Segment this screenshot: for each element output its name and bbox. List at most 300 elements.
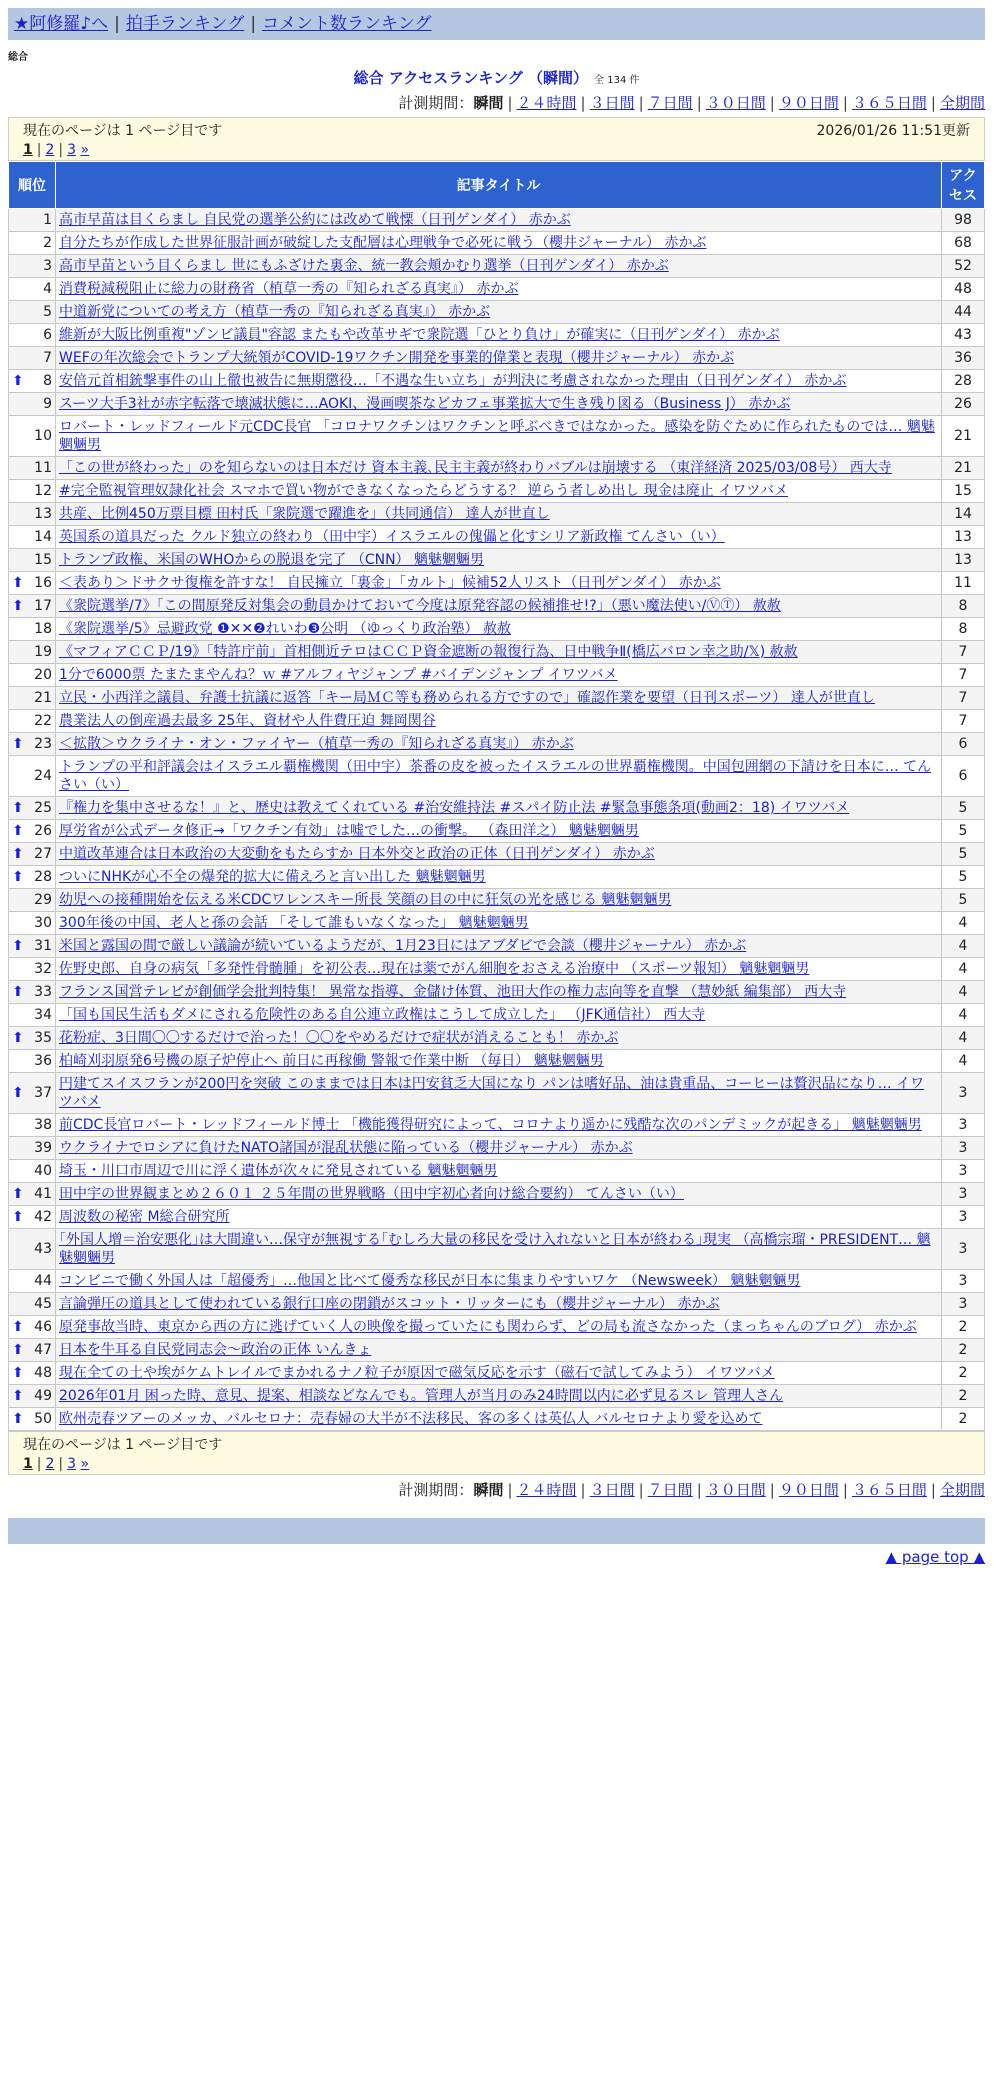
rank-number: 23 [34, 736, 52, 752]
rank-cell [9, 889, 56, 912]
rank-number: 28 [34, 869, 52, 885]
rank-up-icon: ⬆ [12, 846, 24, 862]
title-cell [56, 843, 942, 866]
access-count: 15 [942, 480, 985, 503]
page-separator: | [58, 1456, 64, 1472]
title-cell [56, 255, 942, 278]
article-link[interactable]: スーツ大手3社が赤字転落で壊滅状態に…AOKI、漫画喫茶などカフェ事業拡大で生き残り図る（Business J） 赤かぶ [59, 396, 791, 412]
period-link[interactable]: ７日間 [647, 94, 693, 112]
period-link[interactable]: ３６５日間 [851, 94, 927, 112]
rank-cell [9, 1362, 56, 1385]
article-link[interactable]: 幼児への接種開始を伝える米CDCワレンスキー所長 笑顔の目の中に狂気の光を感じる 魑魅魍魎男 [59, 892, 672, 908]
rank-number: 33 [34, 984, 52, 1000]
rank-number: 21 [34, 690, 52, 706]
rank-number: 6 [43, 327, 52, 343]
title-cell [56, 301, 942, 324]
article-link[interactable]: トランプの平和評議会はイスラエル覇権機関（田中宇）茶番の皮を被ったイスラエルの世界覇権機関。中国包囲網の下請けを日本に… てんさい（い） [59, 759, 932, 793]
access-count: 6 [942, 756, 985, 797]
period-link[interactable]: ３日間 [589, 94, 635, 112]
access-count: 2 [942, 1316, 985, 1339]
rank-cell [9, 416, 56, 457]
access-count: 6 [942, 733, 985, 756]
title-cell [56, 1050, 942, 1073]
table-row [9, 710, 985, 733]
period-separator: | [638, 1481, 644, 1499]
rank-number: 39 [34, 1140, 52, 1156]
access-count: 28 [942, 370, 985, 393]
title-cell [56, 820, 942, 843]
title-cell [56, 1160, 942, 1183]
access-count: 13 [942, 549, 985, 572]
rank-cell [9, 301, 56, 324]
article-link[interactable]: 《マフィアＣＣＰ/19》「特許庁前」首相側近テロはＣＣＰ資金遮断の報復行為、日中戦争Ⅱ(橋広バロン幸之助/𝕏) 赦赦 [59, 644, 798, 660]
article-link[interactable]: 現在全ての土や埃がケムトレイルでまかれるナノ粒子が原因で磁気反応を示す（磁石で試してみよう） イワツバメ [59, 1365, 775, 1381]
pagination-bottom [23, 1456, 970, 1472]
title-cell [56, 232, 942, 255]
comment-ranking-link[interactable]: コメント数ランキング [262, 14, 432, 34]
rank-cell [9, 1229, 56, 1270]
rank-number: 15 [34, 552, 52, 568]
rank-up-icon: ⬆ [12, 1030, 24, 1046]
access-count: 3 [942, 1293, 985, 1316]
title-cell [56, 595, 942, 618]
page-status: 現在のページは 1 ページ目です [23, 123, 223, 139]
rank-cell [9, 1050, 56, 1073]
rank-number: 47 [34, 1342, 52, 1358]
rank-cell [9, 618, 56, 641]
access-count: 2 [942, 1339, 985, 1362]
page-link[interactable]: 2 [45, 1456, 55, 1472]
rank-number: 4 [43, 281, 52, 297]
table-row [9, 866, 985, 889]
article-link[interactable]: 田中宇の世界観まとめ２６０１ ２５年間の世界戦略（田中宇初心者向け総合要約） てんさい（い） [59, 1186, 684, 1202]
article-link[interactable]: 《衆院選挙/5》忌避政党 ❶✕✕❷れいわ❸公明 （ゆっくり政治塾） 赦赦 [59, 621, 511, 637]
access-count: 3 [942, 1206, 985, 1229]
table-row [9, 324, 985, 347]
article-link[interactable]: 埼玉・川口市周辺で川に浮く遺体が次々に発見されている 魑魅魍魎男 [59, 1163, 498, 1179]
rank-cell [9, 232, 56, 255]
table-row [9, 1027, 985, 1050]
rank-number: 46 [34, 1319, 52, 1335]
article-link[interactable]: ＜表あり＞ドサクサ復権を許すな！ 自民擁立「裏金」「カルト」候補52人リスト（日刊ゲンダイ） 赤かぶ [59, 575, 721, 591]
article-link[interactable]: 消費税減税阻止に総力の財務省（植草一秀の『知られざる真実』） 赤かぶ [59, 281, 519, 297]
table-row [9, 301, 985, 324]
title-cell [56, 958, 942, 981]
table-row [9, 958, 985, 981]
access-count: 48 [942, 278, 985, 301]
access-count: 8 [942, 595, 985, 618]
table-row [9, 393, 985, 416]
article-link[interactable]: 中道改革連合は日本政治の大変動をもたらすか 日本外交と政治の正体（日刊ゲンダイ） 赤かぶ [59, 846, 655, 862]
rank-cell [9, 347, 56, 370]
page-top-link[interactable]: ▲ page top ▲ [885, 1548, 985, 1566]
access-count: 4 [942, 958, 985, 981]
rank-number: 8 [43, 373, 52, 389]
article-link[interactable]: 米国と露国の間で厳しい議論が続いているようだが、1月23日にはアブダビで会談（櫻井ジャーナル） 赤かぶ [59, 938, 747, 954]
period-link[interactable]: ３０日間 [705, 94, 766, 112]
table-header-row [9, 162, 985, 209]
rank-number: 29 [34, 892, 52, 908]
access-count: 8 [942, 618, 985, 641]
article-link[interactable]: 立民・小西洋之議員、弁護士抗議に返答「キー局ＭＣ等も務められる方ですので」確認作業を要望（日刊スポーツ） 達人が世直し [59, 690, 875, 706]
period-separator: | [842, 1481, 848, 1499]
title-cell [56, 549, 942, 572]
rank-number: 31 [34, 938, 52, 954]
article-link[interactable]: 安倍元首相銃撃事件の山上徹也被告に無期懲役…「不遇な生い立ち」が判決に考慮されなかった理由（日刊ゲンダイ） 赤かぶ [59, 373, 847, 389]
page-link[interactable]: 3 [67, 142, 77, 158]
title-cell [56, 1385, 942, 1408]
rank-up-icon: ⬆ [12, 1319, 24, 1335]
period-selector-bottom [8, 1479, 985, 1500]
rank-cell [9, 1137, 56, 1160]
page-link[interactable]: 1 [23, 1456, 33, 1472]
article-link[interactable]: 「この世が終わった」のを知らないのは日本だけ 資本主義､民主主義が終わりバブルは崩壊する （東洋経済 2025/03/08号） 西大寺 [59, 460, 892, 476]
rank-up-icon: ⬆ [12, 1209, 24, 1225]
rank-cell [9, 1073, 56, 1114]
article-link[interactable]: 日本を牛耳る自民党同志会～政治の正体 いんきょ [59, 1342, 372, 1358]
article-link[interactable]: 自分たちが作成した世界征服計画が破綻した支配層は心理戦争で必死に戦う（櫻井ジャーナル） 赤かぶ [59, 235, 707, 251]
article-link[interactable]: フランス国営テレビが創価学会批判特集！ 異常な指導、金儲け体質、池田大作の権力志向等を直撃 （慧妙紙 編集部） 西大寺 [59, 984, 847, 1000]
article-link[interactable]: 2026年01月 困った時、意見、提案、相談などなんでも。管理人が当月のみ24時間以内に必ず見るスレ 管理人さん [59, 1388, 784, 1404]
table-row [9, 797, 985, 820]
access-count: 14 [942, 503, 985, 526]
rank-number: 32 [34, 961, 52, 977]
article-link[interactable]: 高市早苗は目くらまし 自民党の選挙公約には改めて戦慄（日刊ゲンダイ） 赤かぶ [59, 212, 571, 228]
period-current: 瞬間 [473, 1481, 504, 1499]
rank-cell [9, 866, 56, 889]
article-link[interactable]: トランプ政権、米国のWHOからの脱退を完了 （CNN） 魑魅魍魎男 [59, 552, 485, 568]
access-count: 21 [942, 457, 985, 480]
article-link[interactable]: 花粉症、3日間〇〇するだけで治った！〇〇をやめるだけで症状が消えることも！ 赤かぶ [59, 1030, 619, 1046]
rank-cell [9, 935, 56, 958]
article-link[interactable]: 周波数の秘密 M総合研究所 [59, 1209, 230, 1225]
rank-up-icon: ⬆ [12, 984, 24, 1000]
applause-ranking-link[interactable]: 拍手ランキング [125, 14, 245, 34]
title-cell [56, 981, 942, 1004]
article-link[interactable]: 維新が大阪比例重複"ゾンビ議員"容認 またもや改革サギで衆院選「ひとり負け」が確実に（日刊ゲンダイ） 赤かぶ [59, 327, 780, 343]
top-nav-bar [8, 8, 985, 40]
updated-time: 2026/01/26 11:51更新 [816, 123, 970, 139]
title-cell [56, 480, 942, 503]
next-page-link[interactable]: » [80, 142, 90, 158]
title-cell [56, 935, 942, 958]
rank-cell [9, 457, 56, 480]
article-link[interactable]: 共産、比例450万票目標 田村氏「衆院選で躍進を」（共同通信） 達人が世直し [59, 506, 550, 522]
title-cell [56, 1339, 942, 1362]
article-link[interactable]: 「国も国民生活もダメにされる危険性のある自公連立政権はこうして成立した」 （JFK通信社） 西大寺 [59, 1007, 706, 1023]
table-row [9, 733, 985, 756]
article-link[interactable]: ＜拡散＞ウクライナ・オン・ファイヤー（植草一秀の『知られざる真実』） 赤かぶ [59, 736, 574, 752]
access-count: 13 [942, 526, 985, 549]
access-count: 7 [942, 687, 985, 710]
page-link[interactable]: 1 [23, 142, 33, 158]
article-link[interactable]: 佐野史郎、自身の病気「多発性骨髄腫」を初公表…現在は薬でがん細胞をおさえる治療中 （スポーツ報知） 魑魅魍魎男 [59, 961, 810, 977]
article-link[interactable]: 柏崎刈羽原発6号機の原子炉停止へ 前日に再稼働 警報で作業中断 （毎日） 魑魅魍魎男 [59, 1053, 604, 1069]
rank-number: 38 [34, 1117, 52, 1133]
table-row [9, 1050, 985, 1073]
rank-cell [9, 641, 56, 664]
article-link[interactable]: ｢外国人増＝治安悪化｣は大間違い…保守が無視する｢むしろ大量の移民を受け入れないと日本が終わる｣現実 （高橋宗瑠・PRESIDENT… 魑魅魍魎男 [59, 1232, 931, 1266]
table-row [9, 820, 985, 843]
access-count: 4 [942, 935, 985, 958]
article-link[interactable]: #完全監視管理奴隷化社会 スマホで買い物ができなくなったらどうする？ 逆らう者しめ出し 現金は廃止 イワツバメ [59, 483, 788, 499]
rank-number: 9 [43, 396, 52, 412]
period-separator: | [580, 94, 586, 112]
rank-number: 16 [34, 575, 52, 591]
title-cell [56, 641, 942, 664]
access-count: 4 [942, 1004, 985, 1027]
title-cell [56, 889, 942, 912]
title-cell [56, 393, 942, 416]
title-cell [56, 618, 942, 641]
title-cell [56, 209, 942, 232]
period-link[interactable]: ２４時間 [516, 94, 577, 112]
article-link[interactable]: 厚労省が公式データ修正→「ワクチン有効」は嘘でした…の衝撃。 （森田洋之） 魑魅魍魎男 [59, 823, 639, 839]
rank-number: 18 [34, 621, 52, 637]
footer-bar [8, 1518, 985, 1544]
period-separator: | [696, 1481, 702, 1499]
access-count: 11 [942, 572, 985, 595]
rank-number: 48 [34, 1365, 52, 1381]
title-cell [56, 503, 942, 526]
table-row [9, 641, 985, 664]
pagination-box-top [8, 117, 985, 161]
title-cell [56, 1293, 942, 1316]
rank-number: 27 [34, 846, 52, 862]
access-count: 4 [942, 1027, 985, 1050]
table-row [9, 1160, 985, 1183]
article-link[interactable]: 前CDC長官ロバート・レッドフィールド博士 「機能獲得研究によって、コロナより遥かに残酷な次のパンデミックが起きる」 魑魅魍魎男 [59, 1117, 922, 1133]
rank-cell [9, 1408, 56, 1431]
access-count: 5 [942, 866, 985, 889]
rank-up-icon: ⬆ [12, 736, 24, 752]
access-count: 3 [942, 1114, 985, 1137]
access-count: 5 [942, 843, 985, 866]
rank-cell [9, 1339, 56, 1362]
rank-number: 24 [34, 768, 52, 784]
rank-cell [9, 324, 56, 347]
article-link[interactable]: 高市早苗という目くらまし 世にもふざけた裏金、統一教会頬かむり選挙（日刊ゲンダイ） 赤かぶ [59, 258, 669, 274]
table-row [9, 1270, 985, 1293]
period-label: 計測期間： [398, 94, 474, 112]
article-link[interactable]: WEFの年次総会でトランプ大統領がCOVID-19ワクチン開発を事業的偉業と表現（櫻井ジャーナル） 赤かぶ [59, 350, 735, 366]
period-link[interactable]: ２４時間 [516, 1481, 577, 1499]
rank-up-icon: ⬆ [12, 1085, 24, 1101]
table-row [9, 687, 985, 710]
period-link[interactable]: ９０日間 [778, 1481, 839, 1499]
table-row [9, 370, 985, 393]
ranking-table [8, 161, 985, 1431]
table-row [9, 1293, 985, 1316]
rank-cell [9, 843, 56, 866]
access-count: 3 [942, 1160, 985, 1183]
table-row [9, 480, 985, 503]
access-count: 3 [942, 1137, 985, 1160]
article-link[interactable]: 中道新党についての考え方（植草一秀の『知られざる真実』） 赤かぶ [59, 304, 491, 320]
table-row [9, 756, 985, 797]
title-cell [56, 1027, 942, 1050]
article-link[interactable]: ついにNHKが心不全の爆発的拡大に備えろと言い出した 魑魅魍魎男 [59, 869, 486, 885]
rank-number: 14 [34, 529, 52, 545]
table-row [9, 595, 985, 618]
period-link[interactable]: 全期間 [939, 1481, 985, 1499]
rank-number: 42 [34, 1209, 52, 1225]
article-link[interactable]: ロバート・レッドフィールド元CDC長官 「コロナワクチンはワクチンと呼ぶべきではなかった。感染を防ぐために作られたものでは… 魑魅魍魎男 [59, 419, 935, 453]
title-cell [56, 1408, 942, 1431]
table-row [9, 664, 985, 687]
table-row [9, 1229, 985, 1270]
rank-number: 35 [34, 1030, 52, 1046]
pagination-top [23, 142, 970, 158]
page-separator: | [36, 1456, 42, 1472]
rank-cell [9, 664, 56, 687]
article-link[interactable]: ウクライナでロシアに負けたNATO諸国が混乱状態に陥っている（櫻井ジャーナル） 赤かぶ [59, 1140, 633, 1156]
title-cell [56, 1137, 942, 1160]
title-cell [56, 526, 942, 549]
rank-cell [9, 981, 56, 1004]
access-count: 98 [942, 209, 985, 232]
article-link[interactable]: 農業法人の倒産過去最多 25年、資材や人件費圧迫 舞岡関谷 [59, 713, 436, 729]
rank-cell [9, 756, 56, 797]
article-link[interactable]: 《衆院選挙/7》「この間原発反対集会の動員かけておいて今度は原発容認の候補推せ!?」（悪い魔法使い/ⓋⓉ） 赦赦 [59, 598, 781, 614]
title-cell [56, 1270, 942, 1293]
period-link[interactable]: ３６５日間 [851, 1481, 927, 1499]
table-row [9, 1137, 985, 1160]
rank-number: 10 [34, 428, 52, 444]
rank-number: 11 [34, 460, 52, 476]
period-link[interactable]: 全期間 [939, 94, 985, 112]
table-row [9, 843, 985, 866]
period-link[interactable]: ７日間 [647, 1481, 693, 1499]
table-row [9, 1073, 985, 1114]
rank-cell [9, 1183, 56, 1206]
rank-cell [9, 1316, 56, 1339]
next-page-link[interactable]: » [80, 1456, 90, 1472]
rank-number: 19 [34, 644, 52, 660]
rank-number: 17 [34, 598, 52, 614]
page-title [8, 67, 985, 88]
article-link[interactable]: 300年後の中国、老人と孫の会話 「そして誰もいなくなった」 魑魅魍魎男 [59, 915, 529, 931]
rank-up-icon: ⬆ [12, 373, 24, 389]
article-link[interactable]: 英国系の道具だった クルド独立の終わり（田中宇）イスラエルの傀儡と化すシリア新政権 てんさい（い） [59, 529, 725, 545]
access-count: 2 [942, 1408, 985, 1431]
rank-cell [9, 958, 56, 981]
page-link[interactable]: 2 [45, 142, 55, 158]
article-link[interactable]: 欧州売春ツアーのメッカ、バルセロナ：売春婦の大半が不法移民、客の多くは英仏人 バルセロナより愛を込めて [59, 1411, 763, 1427]
rank-up-icon: ⬆ [12, 1411, 24, 1427]
period-separator: | [507, 1481, 513, 1499]
rank-cell [9, 370, 56, 393]
access-count: 7 [942, 710, 985, 733]
title-cell [56, 733, 942, 756]
rank-number: 40 [34, 1163, 52, 1179]
access-count: 3 [942, 1270, 985, 1293]
access-count: 2 [942, 1362, 985, 1385]
access-count: 26 [942, 393, 985, 416]
article-link[interactable]: 円建てスイスフランが200円を突破 このままでは日本は円安貧乏大国になり パンは嗜好品、油は貴重品、コーヒーは贅沢品になり… イワツバメ [59, 1076, 925, 1110]
page-separator: | [58, 142, 64, 158]
rank-number: 44 [34, 1273, 52, 1289]
table-row [9, 912, 985, 935]
period-current: 瞬間 [473, 94, 504, 112]
rank-cell [9, 1160, 56, 1183]
period-link[interactable]: ３日間 [589, 1481, 635, 1499]
table-row [9, 1408, 985, 1431]
rank-number: 36 [34, 1053, 52, 1069]
title-cell [56, 324, 942, 347]
table-row [9, 503, 985, 526]
title-cell [56, 572, 942, 595]
page-link[interactable]: 3 [67, 1456, 77, 1472]
blog-home-link[interactable]: ★阿修羅♪へ [14, 14, 109, 34]
rank-number: 22 [34, 713, 52, 729]
access-count: 5 [942, 797, 985, 820]
table-row [9, 232, 985, 255]
rank-number: 7 [43, 350, 52, 366]
rank-cell [9, 278, 56, 301]
rank-cell [9, 503, 56, 526]
period-separator: | [507, 94, 513, 112]
access-count: 5 [942, 889, 985, 912]
table-row [9, 416, 985, 457]
rank-up-icon: ⬆ [12, 800, 24, 816]
table-row [9, 1339, 985, 1362]
table-row [9, 1316, 985, 1339]
title-header: 記事タイトル [56, 162, 942, 209]
rank-number: 5 [43, 304, 52, 320]
rank-number: 45 [34, 1296, 52, 1312]
table-row [9, 1183, 985, 1206]
page-status-bottom: 現在のページは 1 ページ目です [23, 1437, 223, 1453]
rank-cell [9, 1270, 56, 1293]
article-link[interactable]: 原発事故当時、東京から西の方に逃げていく人の映像を撮っていたにも関わらず、どの局も流さなかった（まっちゃんのブログ） 赤かぶ [59, 1319, 917, 1335]
rank-cell [9, 733, 56, 756]
table-row [9, 1385, 985, 1408]
period-separator: | [696, 94, 702, 112]
rank-number: 41 [34, 1186, 52, 1202]
rank-up-icon: ⬆ [12, 823, 24, 839]
title-cell [56, 664, 942, 687]
article-link[interactable]: コンビニで働く外国人は「超優秀」…他国と比べて優秀な移民が日本に集まりやすいワケ （Newsweek） 魑魅魍魎男 [59, 1273, 801, 1289]
article-link[interactable]: 1分で6000票 たまたまやんね？ｗ #アルフィヤジャンプ #バイデンジャンプ イワツバメ [59, 667, 618, 683]
category-label: 総合 [8, 52, 28, 63]
rank-cell [9, 255, 56, 278]
article-link[interactable]: 言論弾圧の道具として使われている銀行口座の閉鎖がスコット・リッターにも（櫻井ジャーナル） 赤かぶ [59, 1296, 720, 1312]
rank-cell [9, 1385, 56, 1408]
title-cell [56, 1206, 942, 1229]
rank-cell [9, 687, 56, 710]
table-row [9, 1004, 985, 1027]
title-cell [56, 756, 942, 797]
table-row [9, 618, 985, 641]
rank-up-icon: ⬆ [12, 1342, 24, 1358]
period-link[interactable]: ３０日間 [705, 1481, 766, 1499]
rank-up-icon: ⬆ [12, 575, 24, 591]
rank-number: 50 [34, 1411, 52, 1427]
access-count: 2 [942, 1385, 985, 1408]
rank-cell [9, 572, 56, 595]
title-cell [56, 457, 942, 480]
period-link[interactable]: ９０日間 [778, 94, 839, 112]
pagination-box-bottom [8, 1431, 985, 1475]
rank-header: 順位 [9, 162, 56, 209]
rank-number: 25 [34, 800, 52, 816]
rank-number: 3 [43, 258, 52, 274]
table-row [9, 935, 985, 958]
table-row [9, 255, 985, 278]
article-link[interactable]: 『権力を集中させるな！』と、歴史は教えてくれている #治安維持法 #スパイ防止法 #緊急事態条項(動画2：18) イワツバメ [59, 800, 850, 816]
title-cell [56, 416, 942, 457]
